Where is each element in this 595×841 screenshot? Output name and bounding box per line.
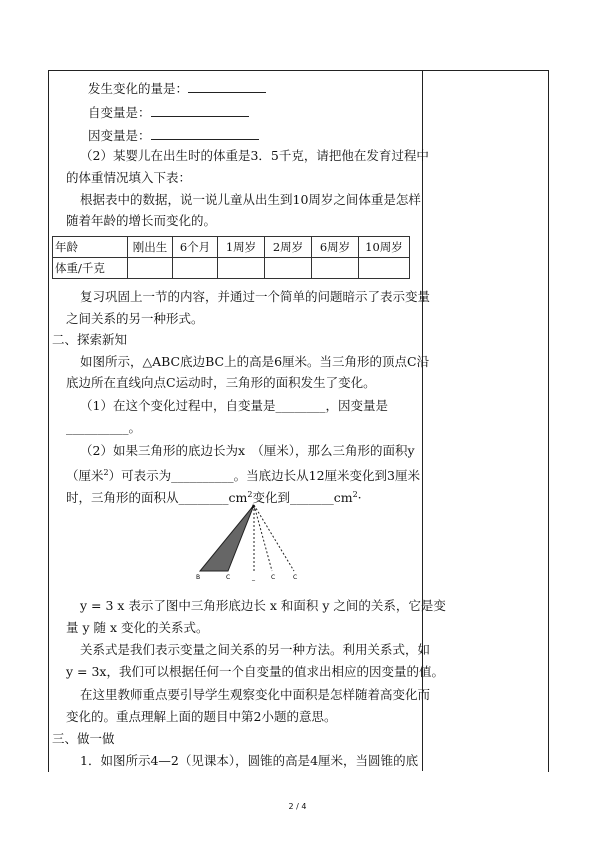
part-2-line-1: （2）如果三角形的底边长为x （厘米），那么三角形的面积y <box>80 443 415 458</box>
section-2-heading: 二、探索新知 <box>52 332 128 347</box>
teaching-line-1: 在这里教师重点要引导学生观察变化中面积是怎样随着高变化而 <box>80 687 431 702</box>
question-2-line-3: 根据表中的数据，说一说儿童从出生到10周岁之间体重是怎样 <box>80 192 421 207</box>
answer-blank[interactable] <box>188 80 266 93</box>
part-2-text: ）可表示为__________。当底边长从12厘米变化到3厘米 <box>108 468 420 484</box>
shaded-triangle <box>200 505 254 571</box>
page-number: 2 / 4 <box>288 802 307 811</box>
answer-blank[interactable] <box>151 104 249 117</box>
table-cell[interactable] <box>218 258 265 279</box>
part-1-line-2: __________。 <box>66 420 142 435</box>
teaching-line-2: 变化的。重点理解上面的题目中第2小题的意思。 <box>66 709 337 724</box>
triangle-line-2: 底边所在直线向点C运动时，三角形的面积发生了变化。 <box>66 375 376 390</box>
part-2-line-2 <box>66 465 420 484</box>
table-header-cell: 10周岁 <box>359 237 410 258</box>
dotted-side <box>254 505 272 571</box>
dotted-side <box>254 505 294 571</box>
part-2-text: 时，三角形的面积从________cm <box>66 490 248 506</box>
triangle-figure <box>190 503 320 588</box>
dependent-label: 因变量是： <box>88 128 151 143</box>
table-cell[interactable] <box>128 258 173 279</box>
superscript: 2 <box>103 468 109 477</box>
question-2-line-2: 的体重情况填入下表： <box>66 170 192 185</box>
question-2-line-4: 随着年龄的增长而变化的。 <box>66 213 217 228</box>
triangle-line-1: 如图所示，△ABC底边BC上的高是6厘米。当三角形的顶点C沿 <box>80 354 430 369</box>
table-cell[interactable] <box>359 258 410 279</box>
table-header-cell: 刚出生 <box>128 237 173 258</box>
point-label: C <box>226 574 231 581</box>
table-header-cell: 2周岁 <box>265 237 312 258</box>
part-2-text: 变化到_______cm <box>252 490 353 506</box>
table-row <box>53 258 410 279</box>
point-label: C <box>293 574 298 581</box>
review-line-1: 复习巩固上一节的内容，并通过一个简单的问题暗示了表示变量 <box>80 289 431 304</box>
part-2-text: （厘米 <box>66 468 104 484</box>
vertex-label-b: B <box>196 574 201 581</box>
changing-quantity-line <box>88 80 266 97</box>
relation-line-2: 量 y 随 x 变化的关系式。 <box>66 620 209 635</box>
dependent-line <box>88 127 259 144</box>
table-row-label: 体重/千克 <box>53 258 128 279</box>
changing-quantity-label: 发生变化的量是： <box>88 81 189 96</box>
point-label: C <box>271 574 276 581</box>
superscript: 2 <box>247 490 253 499</box>
table-header-cell: 年龄 <box>53 237 128 258</box>
table-header-cell: 6个月 <box>173 237 218 258</box>
table-header-row <box>53 237 410 258</box>
table-cell[interactable] <box>173 258 218 279</box>
table-cell[interactable] <box>265 258 312 279</box>
question-2-line-1: （2）某婴儿在出生时的体重是3．5千克，请把他在发育过程中 <box>80 148 429 163</box>
point-label: _ <box>252 574 255 581</box>
independent-line <box>88 104 249 121</box>
table-header-cell: 1周岁 <box>218 237 265 258</box>
expression-line-1: 关系式是我们表示变量之间关系的另一种方法。利用关系式，如 <box>80 642 431 657</box>
relation-line-1: y = 3 x 表示了图中三角形底边长 x 和面积 y 之间的关系，它是变 <box>80 598 446 613</box>
independent-label: 自变量是： <box>88 105 151 120</box>
table-header-cell: 6周岁 <box>312 237 359 258</box>
vertex-label-a: A <box>251 504 256 511</box>
answer-blank[interactable] <box>151 127 259 140</box>
exercise-1-line: 1．如图所示4—2（见课本），圆锥的高是4厘米，当圆锥的底 <box>80 753 419 768</box>
part-2-text: · <box>357 490 362 506</box>
weight-table <box>52 236 410 279</box>
table-cell[interactable] <box>312 258 359 279</box>
superscript: 2 <box>352 490 358 499</box>
expression-line-2: y = 3x，我们可以根据任何一个自变量的值求出相应的因变量的值。 <box>66 664 444 679</box>
section-3-heading: 三、做一做 <box>52 731 115 746</box>
review-line-2: 之间关系的另一种形式。 <box>66 311 204 326</box>
part-1-line-1: （1）在这个变化过程中，自变量是________，因变量是 <box>80 398 388 413</box>
